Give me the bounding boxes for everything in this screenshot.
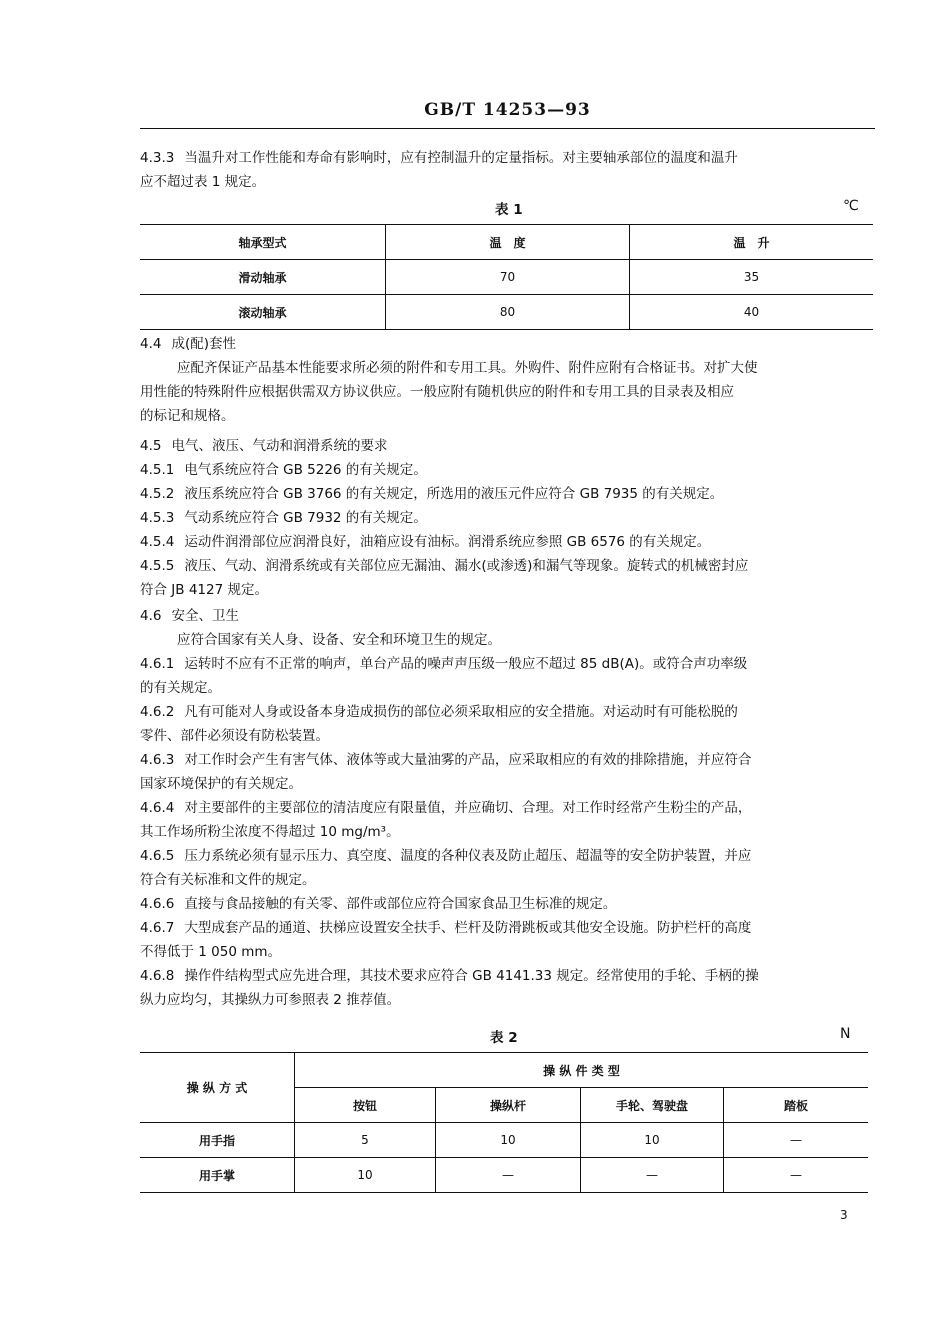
section-number: 4.5.5 (140, 558, 175, 574)
paragraph-text: 国家环境保护的有关规定。 (140, 776, 302, 792)
section-number: 4.6.4 (140, 800, 175, 816)
section-number: 4.6.5 (140, 848, 175, 864)
section-number: 4.4 (140, 336, 162, 352)
paragraph-text: 符合有关标准和文件的规定。 (140, 872, 316, 888)
paragraph-text: 压力系统必须有显示压力、真空度、温度的各种仪表及防止超压、超温等的安全防护装置，并应 (184, 848, 752, 864)
section-title: 安全、卫生 (171, 608, 239, 624)
table-cell: 80 (386, 295, 630, 330)
table-1-unit: ℃ (843, 198, 859, 214)
section-number: 4.5 (140, 438, 162, 454)
page-number: 3 (840, 1208, 848, 1222)
paragraph-text: 零件、部件必须设有防松装置。 (140, 728, 329, 744)
paragraph-text: 的有关规定。 (140, 680, 221, 696)
paragraph-text: 应符合国家有关人身、设备、安全和环境卫生的规定。 (177, 632, 501, 648)
paragraph-text: 符合 JB 4127 规定。 (140, 582, 268, 598)
paragraph-text: 运转时不应有不正常的响声，单台产品的噪声声压级一般应不超过 85 dB(A)。或符合声功率级 (184, 656, 748, 672)
section-4-3-3 (140, 146, 875, 194)
paragraph-text: 大型成套产品的通道、扶梯应设置安全扶手、栏杆及防滑跳板或其他安全设施。防护栏杆的高度 (184, 920, 752, 936)
table-header-cell: 操 纵 件 类 型 (295, 1053, 869, 1088)
section-number: 4.6.8 (140, 968, 175, 984)
table-header-cell: 踏板 (724, 1088, 869, 1123)
table-header-cell: 手轮、驾驶盘 (581, 1088, 724, 1123)
paragraph-text: 凡有可能对人身或设备本身造成损伤的部位必须采取相应的安全措施。对运动时有可能松脱的 (184, 704, 738, 720)
section-number: 4.5.1 (140, 462, 175, 478)
section-number: 4.3.3 (140, 150, 175, 166)
section-number: 4.5.3 (140, 510, 175, 526)
table-header-row (140, 1053, 868, 1088)
paragraph-text: 运动件润滑部位应润滑良好，油箱应设有油标。润滑系统应参照 GB 6576 的有关规定。 (184, 534, 711, 550)
table-row (140, 1158, 868, 1193)
table-cell: 滑动轴承 (140, 260, 386, 295)
table-cell: — (724, 1158, 869, 1193)
section-4-4 (140, 332, 875, 428)
paragraph-text: 用性能的特殊附件应根据供需双方协议供应。一般应附有随机供应的附件和专用工具的目录表及相应 (140, 384, 734, 400)
paragraph-text: 直接与食品接触的有关零、部件或部位应符合国家食品卫生标准的规定。 (184, 896, 617, 912)
paragraph-text: 其工作场所粉尘浓度不得超过 10 mg/m³。 (140, 824, 400, 840)
table-2-unit: N (840, 1026, 851, 1042)
table-header-cell: 温 度 (386, 225, 630, 260)
paragraph-text: 液压系统应符合 GB 3766 的有关规定，所选用的液压元件应符合 GB 7935 的有关规定。 (184, 486, 724, 502)
paragraph-text: 电气系统应符合 GB 5226 的有关规定。 (184, 462, 427, 478)
table-cell: 10 (295, 1158, 436, 1193)
table-cell: — (436, 1158, 581, 1193)
table-cell: 10 (436, 1123, 581, 1158)
section-number: 4.6.7 (140, 920, 175, 936)
table-header-cell: 操纵杆 (436, 1088, 581, 1123)
standard-number-header: GB/T 14253—93 (424, 100, 591, 120)
section-number: 4.5.4 (140, 534, 175, 550)
table-1-caption: 表 1 (495, 202, 523, 218)
table-1 (140, 224, 873, 330)
paragraph-text: 液压、气动、润滑系统或有关部位应无漏油、漏水(或渗透)和漏气等现象。旋转式的机械密封应 (184, 558, 749, 574)
table-cell: 35 (630, 260, 874, 295)
paragraph-text: 对工作时会产生有害气体、液体等或大量油雾的产品，应采取相应的有效的排除措施，并应符合 (184, 752, 752, 768)
table-cell: 10 (581, 1123, 724, 1158)
paragraph-text: 当温升对工作性能和寿命有影响时，应有控制温升的定量指标。对主要轴承部位的温度和温升 (184, 150, 738, 166)
table-cell: 用手掌 (198, 1168, 235, 1183)
table-cell: — (581, 1158, 724, 1193)
section-4-5 (140, 434, 875, 602)
table-cell: 5 (295, 1123, 436, 1158)
paragraph-text: 气动系统应符合 GB 7932 的有关规定。 (184, 510, 427, 526)
paragraph-text: 纵力应均匀，其操纵力可参照表 2 推荐值。 (140, 992, 401, 1008)
table-header-cell: 操 纵 方 式 (140, 1053, 295, 1123)
table-2-caption: 表 2 (490, 1030, 518, 1046)
section-title: 电气、液压、气动和润滑系统的要求 (171, 438, 388, 454)
table-header-cell: 轴承型式 (140, 225, 386, 260)
table-row (140, 1123, 868, 1158)
table-header-row (140, 225, 873, 260)
table-cell: — (724, 1123, 869, 1158)
header-rule (140, 128, 875, 129)
section-number: 4.6.2 (140, 704, 175, 720)
paragraph-text: 操作件结构型式应先进合理，其技术要求应符合 GB 4141.33 规定。经常使用的手轮、手柄的操 (184, 968, 759, 984)
section-number: 4.6 (140, 608, 162, 624)
section-number: 4.6.6 (140, 896, 175, 912)
table-cell: 70 (386, 260, 630, 295)
paragraph-text: 对主要部件的主要部位的清洁度应有限量值，并应确切、合理。对工作时经常产生粉尘的产品， (184, 800, 752, 816)
section-4-6 (140, 604, 875, 1012)
section-title: 成(配)套性 (171, 336, 237, 352)
section-number: 4.6.1 (140, 656, 175, 672)
table-2 (140, 1052, 868, 1193)
paragraph-text: 的标记和规格。 (140, 408, 235, 424)
table-row (140, 295, 873, 330)
section-number: 4.5.2 (140, 486, 175, 502)
table-header-cell: 按钮 (295, 1088, 436, 1123)
paragraph-text: 应不超过表 1 规定。 (140, 174, 266, 190)
paragraph-text: 不得低于 1 050 mm。 (140, 944, 282, 960)
table-row (140, 260, 873, 295)
section-number: 4.6.3 (140, 752, 175, 768)
table-cell: 用手指 (140, 1123, 295, 1158)
table-header-cell: 温 升 (630, 225, 874, 260)
table-cell: 40 (630, 295, 874, 330)
paragraph-text: 应配齐保证产品基本性能要求所必须的附件和专用工具。外购件、附件应附有合格证书。对扩大使 (177, 360, 758, 376)
table-cell: 滚动轴承 (238, 305, 287, 320)
